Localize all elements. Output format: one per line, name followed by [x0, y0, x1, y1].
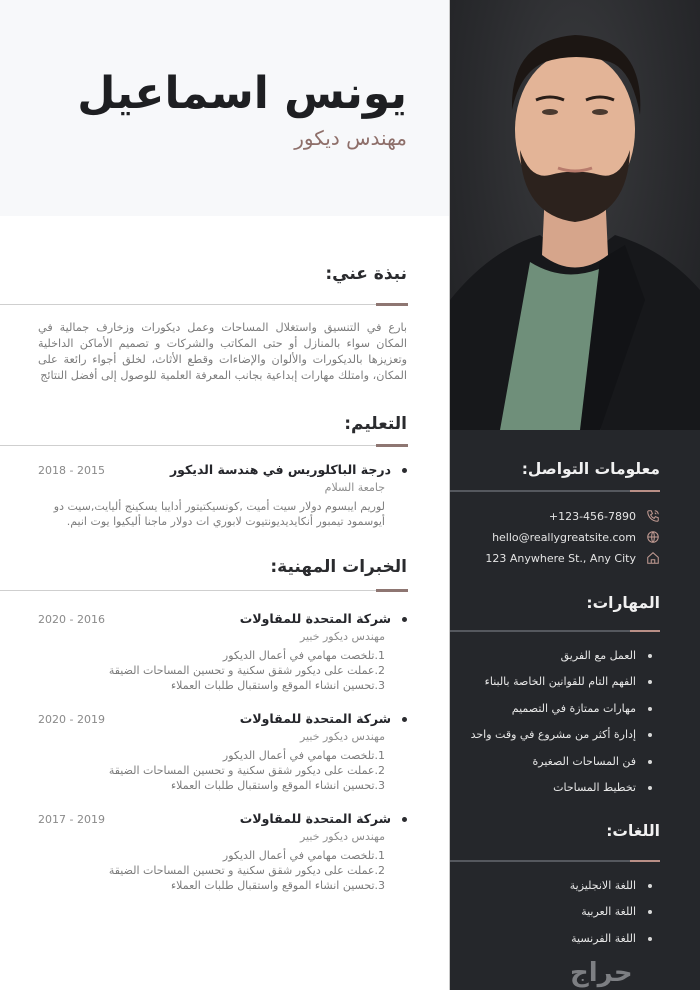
- experience-heading: الخبرات المهنية:: [270, 557, 407, 577]
- degree-title: درجة الباكلوريس في هندسة الديكور: [170, 462, 407, 477]
- about-text: بارع في التنسيق واستغلال المساحات وعمل ديكورات وزخارف جمالية في المكان سواء بالمنازل أو حتى المكاتب والشركات و تصميم الأماكن الداخلية وتعزيزها بالديكورات والألوان والإضاءات وقطع الأثاث، لخلق أجواء رائعة على المكان، وامتلك مهارات إبداعية بجانب المعرفة العلمية للوصول إلى أفضل النتائج: [38, 321, 407, 382]
- education-divider: [0, 445, 408, 446]
- resume-sidebar: [450, 0, 700, 990]
- task-list: [38, 748, 385, 793]
- company-name: شركة المتحدة للمقاولات: [240, 711, 407, 726]
- skills-heading: المهارات:: [586, 594, 660, 612]
- about-divider: [0, 304, 408, 305]
- globe-icon: [646, 530, 660, 544]
- contact-accent-bar: [630, 490, 660, 492]
- about-accent-bar: [376, 303, 408, 306]
- skills-divider: [450, 630, 660, 632]
- institution-name: جامعة السلام: [324, 481, 385, 494]
- experience-date: 2020 - 2016: [38, 613, 105, 626]
- experience-entry: [38, 611, 407, 693]
- experience-date: 2020 - 2019: [38, 713, 105, 726]
- task-item: 1.تلخصت مهامي في أعمال الديكور: [222, 749, 385, 762]
- skill-item: مهارات ممتازة في التصميم: [471, 702, 652, 728]
- task-list: [38, 848, 385, 893]
- contact-heading: معلومات التواصل:: [521, 460, 660, 478]
- languages-divider: [450, 860, 660, 862]
- contact-phone-row: [549, 509, 660, 523]
- skills-list: [471, 649, 652, 807]
- role-title: مهندس ديكور خبير: [299, 830, 385, 843]
- languages-list: [570, 879, 652, 958]
- phone-icon: [646, 509, 660, 523]
- education-heading: التعليم:: [344, 414, 407, 434]
- portrait-illustration-icon: [450, 0, 700, 430]
- home-icon: [646, 551, 660, 565]
- task-item: 2.عملت على ديكور شقق سكنية و تحسين المساحات الضيقة: [108, 864, 385, 877]
- task-item: 1.تلخصت مهامي في أعمال الديكور: [222, 649, 385, 662]
- education-accent-bar: [376, 444, 408, 447]
- about-heading: نبذة عني:: [325, 264, 407, 284]
- skill-item: الفهم التام للقوانين الخاصة بالبناء: [471, 675, 652, 701]
- skill-item: إدارة أكثر من مشروع في وقت واحد: [471, 728, 652, 754]
- contact-email-row: [492, 530, 660, 544]
- task-item: 2.عملت على ديكور شقق سكنية و تحسين المساحات الضيقة: [108, 764, 385, 777]
- task-item: 1.تلخصت مهامي في أعمال الديكور: [222, 849, 385, 862]
- experience-divider: [0, 590, 408, 591]
- language-item: اللغة الانجليزية: [570, 879, 652, 905]
- languages-heading: اللغات:: [606, 822, 660, 840]
- skill-item: فن المساحات الصغيرة: [471, 755, 652, 781]
- language-item: اللغة الفرنسية: [570, 932, 652, 958]
- education-date: 2018 - 2015: [38, 464, 105, 477]
- company-name: شركة المتحدة للمقاولات: [240, 811, 407, 826]
- contact-address-row: [485, 551, 660, 565]
- task-item: 3.تحسين انشاء الموقع واستقبال طلبات العملاء: [170, 779, 385, 792]
- skill-item: العمل مع الفريق: [471, 649, 652, 675]
- experience-entry: [38, 811, 407, 893]
- education-description: لوريم ايبسوم دولار سيت أميت ,كونسيكتيتور أدايبا يسكينج أليايت,سيت دو أيوسمود تيمبور أنكايديديونتيوت لابوري ات دولار ماجنا أليكيوا يوت انيم.: [53, 500, 385, 528]
- languages-accent-bar: [630, 860, 660, 862]
- task-item: 2.عملت على ديكور شقق سكنية و تحسين المساحات الضيقة: [108, 664, 385, 677]
- task-item: 3.تحسين انشاء الموقع واستقبال طلبات العملاء: [170, 879, 385, 892]
- experience-accent-bar: [376, 589, 408, 592]
- experience-date: 2017 - 2019: [38, 813, 105, 826]
- phone-number[interactable]: +123-456-7890: [548, 509, 636, 523]
- haraj-watermark-logo: حراج: [570, 958, 633, 988]
- profile-photo: [450, 0, 700, 430]
- role-title: مهندس ديكور خبير: [299, 730, 385, 743]
- address: 123 Anywhere St., Any City: [485, 551, 636, 565]
- resume-header: [0, 0, 449, 216]
- education-entry: [38, 462, 407, 529]
- company-name: شركة المتحدة للمقاولات: [240, 611, 407, 626]
- task-list: [38, 648, 385, 693]
- candidate-name: يونس اسماعيل: [77, 68, 407, 119]
- candidate-job-title: مهندس ديكور: [294, 126, 407, 150]
- language-item: اللغة العربية: [570, 905, 652, 931]
- role-title: مهندس ديكور خبير: [299, 630, 385, 643]
- skills-accent-bar: [630, 630, 660, 632]
- skill-item: تخطيط المساحات: [471, 781, 652, 807]
- task-item: 3.تحسين انشاء الموقع واستقبال طلبات العملاء: [170, 679, 385, 692]
- experience-entry: [38, 711, 407, 793]
- contact-divider: [450, 490, 660, 492]
- email-address[interactable]: hello@reallygreatsite.com: [492, 530, 636, 544]
